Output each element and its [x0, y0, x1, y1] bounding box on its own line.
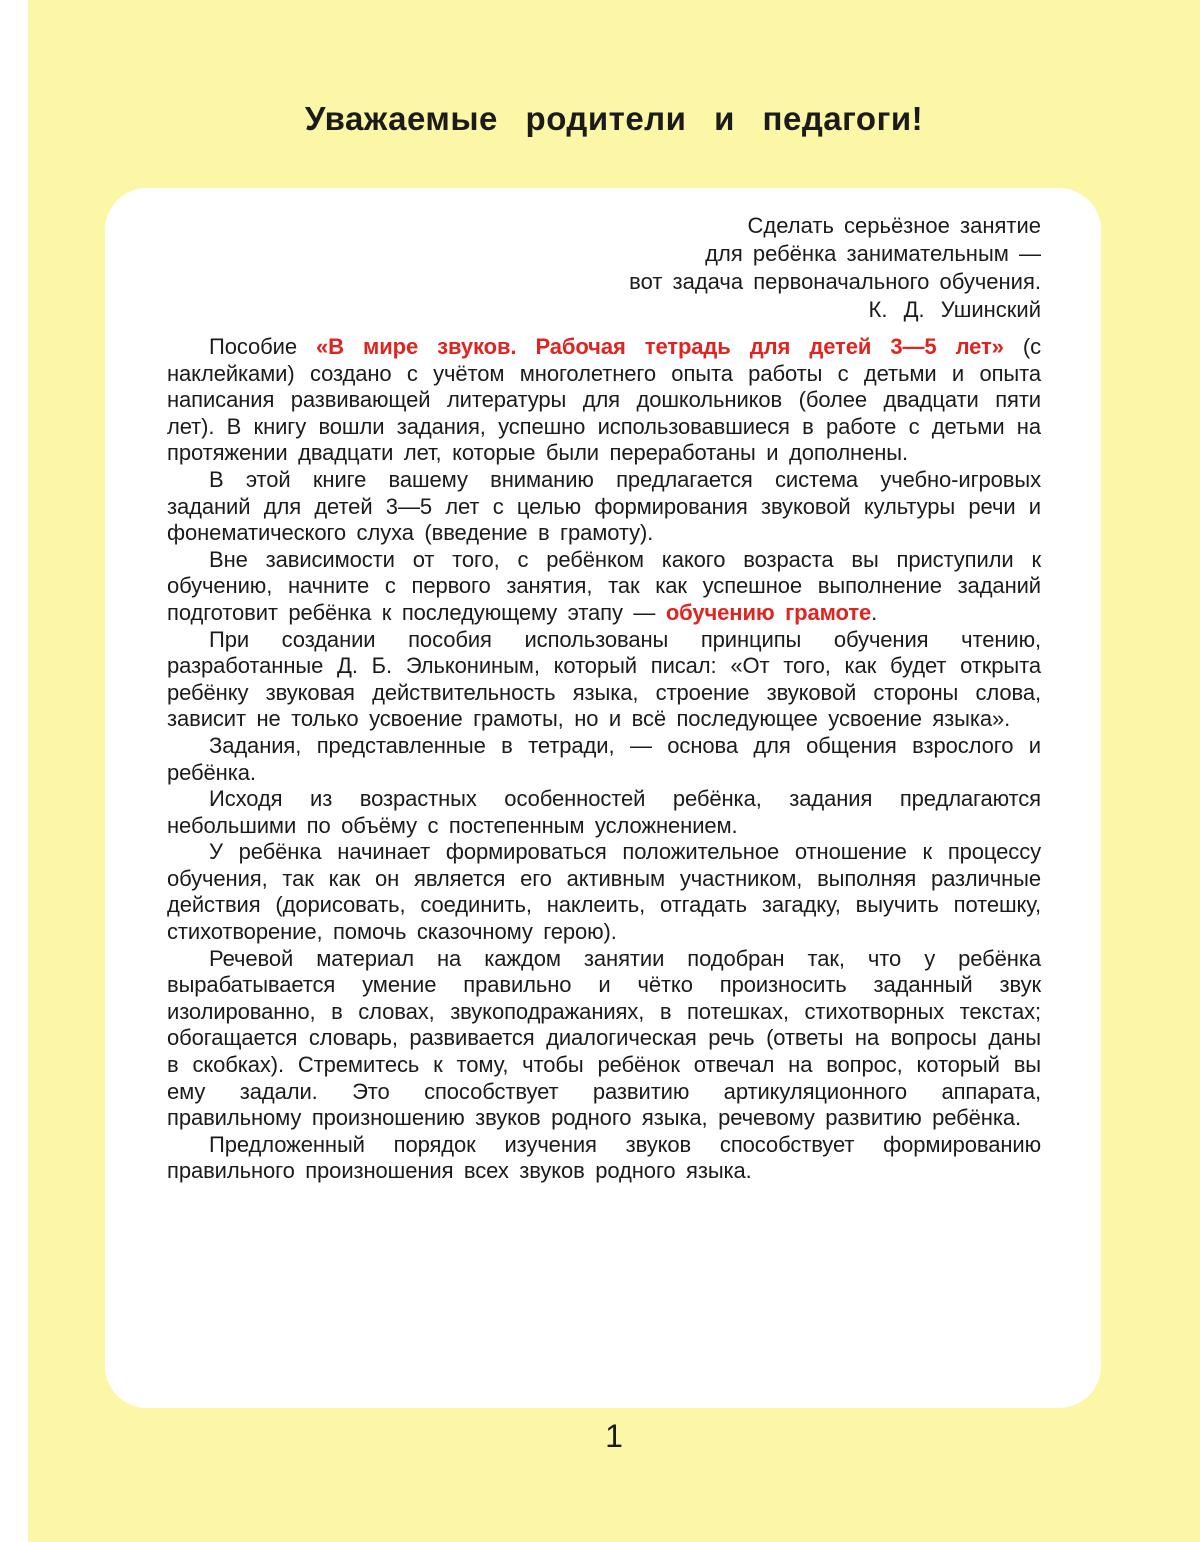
paragraph [167, 547, 1041, 627]
paragraph [167, 1132, 1041, 1185]
text-segment: Вне зависимости от того, с ребёнком какого возраста вы приступили к обучению, начните с первого занятия, так как успешное выполнение заданий подготовит ребёнка к последующему этапу — [167, 546, 1041, 625]
text-segment: Исходя из возрастных особенностей ребёнка, задания предлагаются небольшими по объёму с постепенным усложнением. [167, 786, 1041, 838]
text-segment: (с наклейками) создано с учётом многолетнего опыта работы с детьми и опыта написания развивающей литературы для дошкольников (более двадцати пяти лет). В книгу вошли задания, успешно использовавшиеся в работе с детьми на протяжении двадцати лет, которые были переработаны и дополнены. [167, 334, 1042, 466]
paragraph [167, 627, 1041, 733]
content-card [105, 188, 1101, 1408]
text-segment: Предложенный порядок изучения звуков способствует формированию правильного произношения всех звуков родного языка. [167, 1131, 1041, 1184]
paragraphs [167, 334, 1041, 1185]
epigraph-line: Сделать серьёзное занятие [747, 213, 1041, 238]
paragraph [167, 839, 1041, 945]
highlighted-phrase: обучению грамоте [665, 599, 872, 625]
page-title: Уважаемые родители и педагоги! [304, 100, 924, 137]
text-segment: В этой книге вашему вниманию предлагается система учебно-игровых заданий для детей 3—5 лет с целью формирования звуковой культуры речи и фонематического слуха (введение в грамоту). [167, 466, 1041, 546]
page-number: 1 [605, 1418, 623, 1454]
text-segment: Пособие [209, 334, 317, 359]
text-segment: При создании пособия использованы принципы обучения чтению, разработанные Д. Б. Элькониным, который писал: «От того, как будет открыта ребёнку звуковая действительность языка, строение звуковой стороны слова, зависит не только усвоение грамоты, но и всё последующее усвоение языка». [167, 626, 1041, 732]
epigraph-line: для ребёнка занимательным — [705, 241, 1041, 266]
paragraph [167, 334, 1041, 467]
epigraph-author: К. Д. Ушинский [868, 297, 1041, 322]
text-segment: Речевой материал на каждом занятии подобран так, что у ребёнка вырабатывается умение правильно и чётко произносить заданный звук изолированно, в словах, звукоподражаниях, в потешках, стихотворных текстах; обогащается словарь, развивается диалогическая речь (ответы на вопросы даны в скобках). Стремитесь к тому, чтобы ребёнок отвечал на вопрос, который вы ему задали. Это способствует развитию артикуляционного аппарата, правильному произношению звуков родного языка, речевому развитию ребёнка. [167, 945, 1041, 1131]
paragraph [167, 733, 1041, 786]
text-segment: Задания, представленные в тетради, — основа для общения взрослого и ребёнка. [167, 732, 1041, 785]
text-segment: . [871, 599, 878, 625]
highlighted-phrase: «В мире звуков. Рабочая тетрадь для детей 3—5 лет» [316, 334, 1004, 359]
paragraph [167, 946, 1041, 1132]
paragraph [167, 786, 1041, 839]
epigraph [167, 212, 1041, 324]
epigraph-line: вот задача первоначального обучения. [629, 269, 1041, 294]
paragraph [167, 467, 1041, 547]
text-segment: У ребёнка начинает формироваться положительное отношение к процессу обучения, так как он является его активным участником, выполняя различные действия (дорисовать, соединить, наклеить, отгадать загадку, выучить потешку, стихотворение, помочь сказочному герою). [167, 839, 1041, 945]
